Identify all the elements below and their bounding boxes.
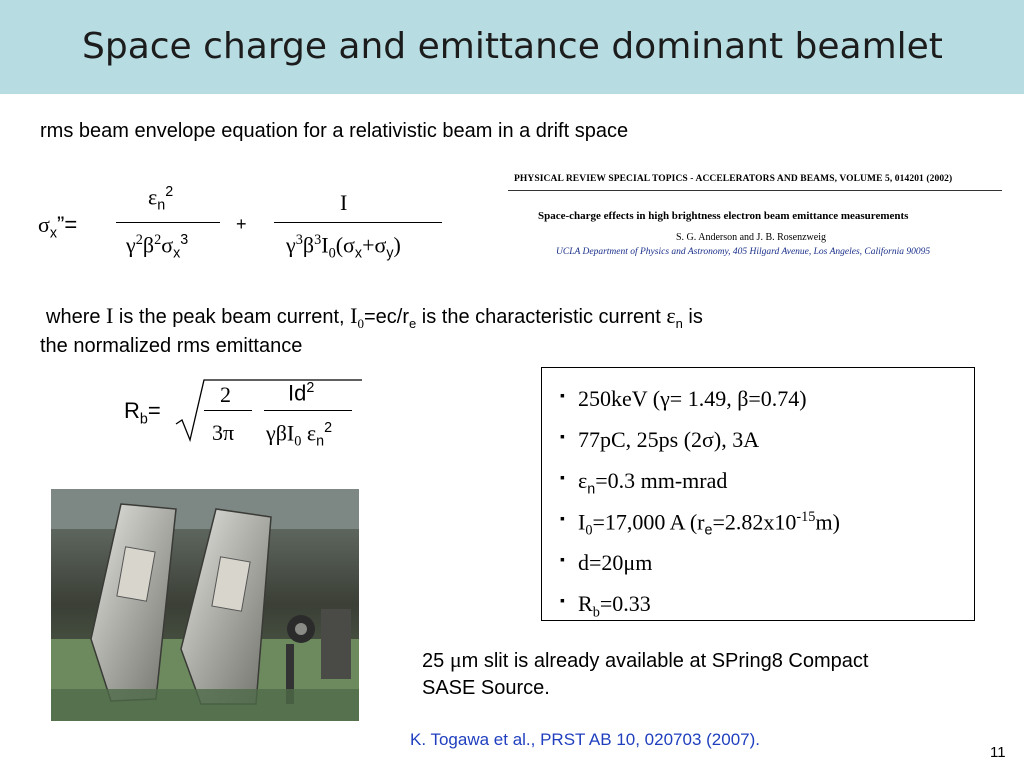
paper-authors: S. G. Anderson and J. B. Rosenzweig bbox=[676, 232, 826, 243]
bullet-item: ▪ $\varepsilon_n=0.3$ mm-mrad bbox=[560, 468, 728, 498]
envelope-equation: $\sigma_x”=$ $\varepsilon_n^2$ $\gamma^2\beta^2\sigma_x^3$ + I $\gamma^3\beta^3I_0(\sigma_x+\sigma_y)$ bbox=[38, 176, 458, 276]
bullet-item: ▪ $I_0=17,000$ A $(r_e=2.82x10^{-15}m)$ bbox=[560, 509, 840, 539]
explanation-line-2: the normalized rms emittance bbox=[40, 335, 303, 357]
intro-text: rms beam envelope equation for a relativistic beam in a drift space bbox=[40, 120, 629, 142]
slide-title: Space charge and emittance dominant beamlet bbox=[82, 26, 943, 67]
paper-affiliation: UCLA Department of Physics and Astronomy, 405 Hilgard Avenue, Los Angeles, California 90095 bbox=[556, 247, 931, 257]
parameter-box bbox=[541, 367, 975, 621]
bullet-item: ▪ $R_b=0.33$ bbox=[560, 591, 651, 621]
bullet-item: ▪ 77pC, 25ps (2σ), 3A bbox=[560, 427, 760, 452]
slit-note-line-2: SASE Source. bbox=[422, 677, 550, 699]
slit-note-line-1: 25 μm slit is already available at SPring8 Compact bbox=[422, 647, 869, 672]
paper-title: Space-charge effects in high brightness electron beam emittance measurements bbox=[538, 210, 909, 222]
reference-citation: K. Togawa et al., PRST AB 10, 020703 (2007). bbox=[410, 730, 760, 749]
rb-equation: $R_b=$ 2 3π Id$^2$ γβI$_0$ $\varepsilon_n^2$ bbox=[124, 378, 364, 458]
page-number: 11 bbox=[990, 744, 1006, 761]
paper-header bbox=[508, 170, 1008, 270]
explanation-line-1: where I is the peak beam current, $I_0=ec/r_e$ is the characteristic current $\varepsilon_n$ is bbox=[46, 303, 703, 331]
journal-line: PHYSICAL REVIEW SPECIAL TOPICS - ACCELERATORS AND BEAMS, VOLUME 5, 014201 (2002) bbox=[514, 174, 953, 184]
bullet-item: ▪ d=20μm bbox=[560, 550, 653, 575]
slit-apparatus-photo bbox=[51, 489, 359, 721]
bullet-item: ▪ 250keV (γ= 1.49, β=0.74) bbox=[560, 386, 807, 411]
